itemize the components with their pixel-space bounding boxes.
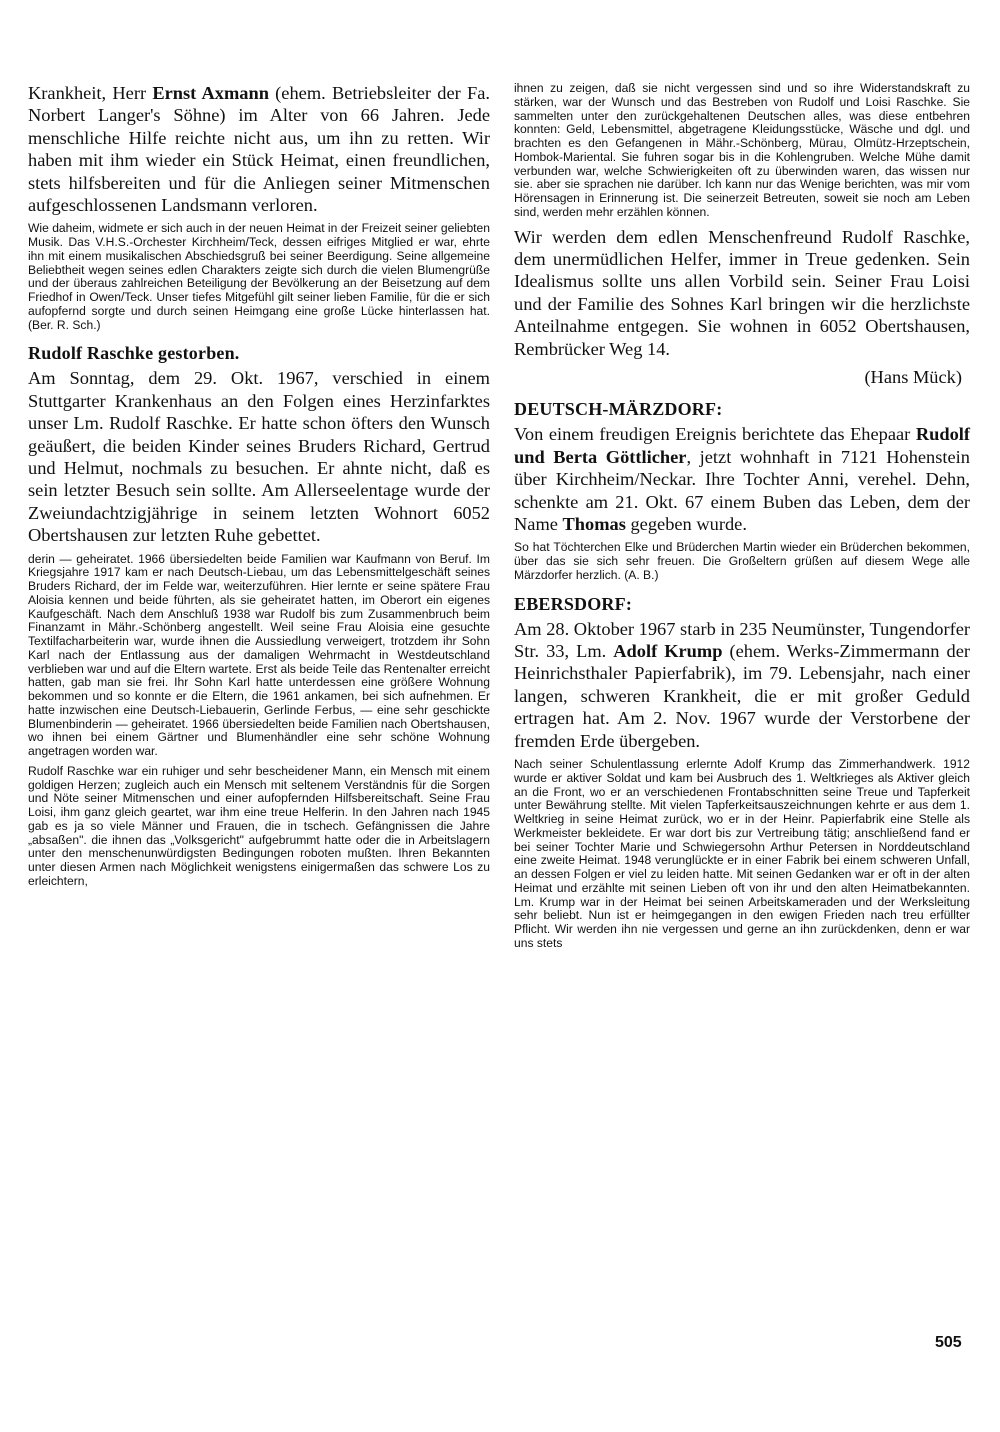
axmann-name: Ernst Axmann: [152, 83, 269, 103]
dm-child-name: Thomas: [562, 513, 626, 534]
raschke-heading: Rudolf Raschke gestorben.: [28, 343, 240, 364]
dm-text-part-2: , jetzt wohnhaft in 7121 Hohenstein über Kirchheim/Neckar. Ihre Tochter Anni, verehel. Dehn, schenkte am 21. Okt. 67 einem Buben das Leben, dem der Name: [514, 446, 970, 534]
eb-text-part-1: Am 28. Oktober 1967 starb in 235 Neumünster, Tungendorfer Str. 33, Lm.: [514, 618, 970, 662]
axmann-lead-text: Krankheit, Herr: [28, 83, 153, 103]
deutsch-maerzdorf-text: [514, 423, 970, 535]
page-number: 505: [935, 1334, 962, 1351]
dm-parents-name: Rudolf und Berta Göttlicher: [514, 424, 970, 467]
ebersdorf-text: [514, 618, 970, 752]
krump-name: Adolf Krump: [613, 641, 723, 662]
raschke-continued-text: ihnen zu zeigen, daß sie nicht vergessen sind und so ihre Widerstandskraft zu stärken, war der Wunsch und das Bestreben von Rudolf und Loisi Raschke. Sie sammelten unter den zurückgehaltenen Deutschen alles, was diese entbehren konnten: Geld, Lebensmittel, abgetragene Kleidungsstücke, Wäsche und dgl. und brachten es den Gefangenen in Mähr.-Schönberg, Mürau, Olmütz-Hrzeptschein, Hombok-Mariental. Sie fuhren sogar bis in die Kohlengruben. Welche Mühe damit verbunden war, welche Schwierigkeiten oft zu überwinden waren, das wissen nur sie. aber sie sprachen nie darüber. Ich kann nur das Wenige berichten, was mir vom Hörensagen in Erinnerung ist. Die seinerzeit Betreuten, soweit sie noch am Leben sind, werden mehr erzählen können.: [514, 81, 970, 219]
axmann-obituary-text: [28, 82, 490, 216]
dm-text-part-1: Von einem freudigen Ereignis berichtete das Ehepaar: [514, 424, 916, 445]
raschke-closing-text: Wir werden dem edlen Menschenfreund Rudolf Raschke, dem unermüdlichen Helfer, immer in Treue gedenken. Sein Idealismus sollte uns allen Vorbild sein. Seiner Frau Loisi und der Familie des Sohnes Karl bringen wir die herzlichste Anteilnahme entgegen. Sie wohnen in 6052 Obertshausen, Rembrücker Weg 14.: [514, 226, 970, 359]
eb-text-part-2: (ehem. Werks-Zimmermann der Heinrichsthaler Papierfabrik), im 79. Lebensjahr, nach einer langen, schweren Krankheit, die er mit großer Geduld ertragen hat. Am 2. Nov. 1967 wurde der Verstorbene der fremden Erde übergeben.: [514, 641, 970, 751]
right-column: [514, 82, 970, 951]
ebersdorf-detail-text: Nach seiner Schulentlassung erlernte Adolf Krump das Zimmerhandwerk. 1912 wurde er aktiver Soldat und kam bei Ausbruch des 1. Weltkrieges als Aktiver gleich an die Front, wo er an verschiedenen Frontabschnitten seine Treue und Tapferkeit unter Bewährung stellte. Mit vielen Tapferkeitsauszeichnungen kehrte er aus dem 1. Weltkrieg in seine Heimat zurück, wo er in der Heinr. Papierfabrik eine Stelle als Werkmeister bekleidete. Er war dort bis zur Vertreibung tätig; anschließend fand er bei seiner Tochter Marie und Schwiegersohn Arthur Petersen in Norddeutschland eine zweite Heimat. 1948 verunglückte er in einer Fabrik bei einem schweren Unfall, an dessen Folgen er viel zu leiden hatte. Mit seinen Gedanken war er oft in der alten Heimat und erzählte mit seinen Lieben oft von ihr und den alten Heimatbekannten. Lm. Krump war in der Heimat bei seinen Arbeitskameraden und der Werksleitung sehr beliebt. Nun ist er heimgegangen in den ewigen Frieden nach treu erfüllter Pflicht. Wir werden ihn nie vergessen und gerne an ihn zurückdenken, denn er war uns stets: [514, 757, 970, 950]
axmann-rest-text: (ehem. Betriebsleiter der Fa. Norbert Langer's Söhne) im Alter von 66 Jahren. Jede menschliche Hilfe reichte nicht aus, um ihn zu retten. Wir haben mit ihm wieder ein Stück Heimat, einen freundlichen, stets hilfsbereiten und für die Anliegen seiner Mitmenschen aufgeschlossenen Landsmann verloren.: [28, 83, 490, 216]
left-column: [28, 82, 490, 889]
raschke-character-text: Rudolf Raschke war ein ruhiger und sehr bescheidener Mann, ein Mensch mit einem goldigen Herzen; zugleich auch ein Mensch mit seltenem Verständnis für die Sorgen und Nöte seiner Mitmenschen und einer aufopfernden Hilfsbereitschaft. Seine Frau Loisi, ihm ganz gleich geartet, war ihm eine treue Helferin. In den Jahren nach 1945 gab es ja so viele Männer und Frauen, die in tschech. Gefängnissen die Jahre „absaßen". die ihnen das „Volksgericht" aufgebrummt hatte oder die in Arbeitslagern unter den menschenunwürdigsten Bedingungen roboten mußten. Ihren Bekannten unter diesen Armen nach Möglichkeit wenigstens einigermaßen das schwere Los zu erleichtern,: [28, 763, 490, 888]
dm-text-part-3: gegeben wurde.: [625, 513, 747, 534]
raschke-intro-text: Am Sonntag, dem 29. Okt. 1967, verschied in einem Stuttgarter Krankenhaus an den Folgen eines Herzinfarktes unser Lm. Rudolf Raschke. Er hatte schon öfters den Wunsch geäußert, die beiden Kinder seines Bruders Richard, Gertrud und Helmut, nochmals zu besuchen. Er ahnte nicht, daß es sein letzter Besuch sein sollte. Am Allerseelentage wurde der Zweiundachtzigjährige in seinem letzten Wohnort 6052 Obertshausen zur letzten Ruhe gebettet.: [28, 368, 490, 546]
raschke-author: (Hans Mück): [864, 366, 962, 387]
ebersdorf-heading: EBERSDORF:: [514, 593, 633, 614]
axmann-detail-text: Wie daheim, widmete er sich auch in der neuen Heimat in der Freizeit seiner geliebten Musik. Das V.H.S.-Orchester Kirchheim/Teck, dessen eifriges Mitglied er war, ehrte ihn mit einem musikalischen Abschiedsgruß bei seiner Beerdigung. Seine allgemeine Beliebtheit wegen seines edlen Charakters zeigte sich durch die vielen Blumengrüße und der überaus zahlreichen Beteiligung der Bevölkerung an der Beisetzung auf dem Friedhof in Owen/Teck. Unser tiefes Mitgefühl gilt seiner lieben Familie, für die er sich aufopfernd sorgte und durch seinen Heimgang eine große Lücke hinterlassen hat. (Ber. R. Sch.): [28, 221, 490, 332]
deutsch-maerzdorf-heading: DEUTSCH-MÄRZDORF:: [514, 399, 723, 420]
raschke-biography-text: derin — geheiratet. 1966 übersiedelten beide Familien war Kaufmann von Beruf. Im Kriegsjahre 1917 kam er nach Deutsch-Liebau, um das Lebensmittelgeschäft seines Bruders Richard, der im Felde war, weiterzuführen. Hier lernte er seine spätere Frau Aloisia kennen und beide führten, als sie geheiratet hatten, im Oberort ein eigenes Kaufgeschäft. Nach dem Anschluß 1938 war Rudolf bis zum Zusammenbruch beim Finanzamt in Mähr.-Schönberg angestellt. Weil seine Frau Aloisia eine gesuchte Textilfacharbeiterin war, wurde ihnen die Aussiedlung verweigert, trotzdem ihr Sohn Karl nach der Entlassung aus der damaligen Wehrmacht in Westdeutschland verblieben war und auf die Eltern wartete. Erst als beide Teile das Rentenalter erreicht hatten, gab man sie frei. Ihr Sohn Karl hatte unterdessen eine größere Wohnung bekommen und so konnte er die Eltern, die 1961 ankamen, bei sich aufnehmen. Er hatte inzwischen eine Deutsch-Liebauerin, Gerlinde Ferbus, — eine sehr geschickte Blumenbinderin — geheiratet. 1966 übersiedelten beide Familien nach Obertshausen, wo ihnen bei einem Gärtner und Blumenhändler eine sehr schöne Wohnung angetragen worden war.: [28, 551, 490, 759]
deutsch-maerzdorf-detail-text: So hat Töchterchen Elke und Brüderchen Martin wieder ein Brüderchen bekommen, über das sie sich sehr freuen. Die Großeltern grüßen auf diesem Wege alle Märzdorfer herzlich. (A. B.): [514, 540, 970, 582]
